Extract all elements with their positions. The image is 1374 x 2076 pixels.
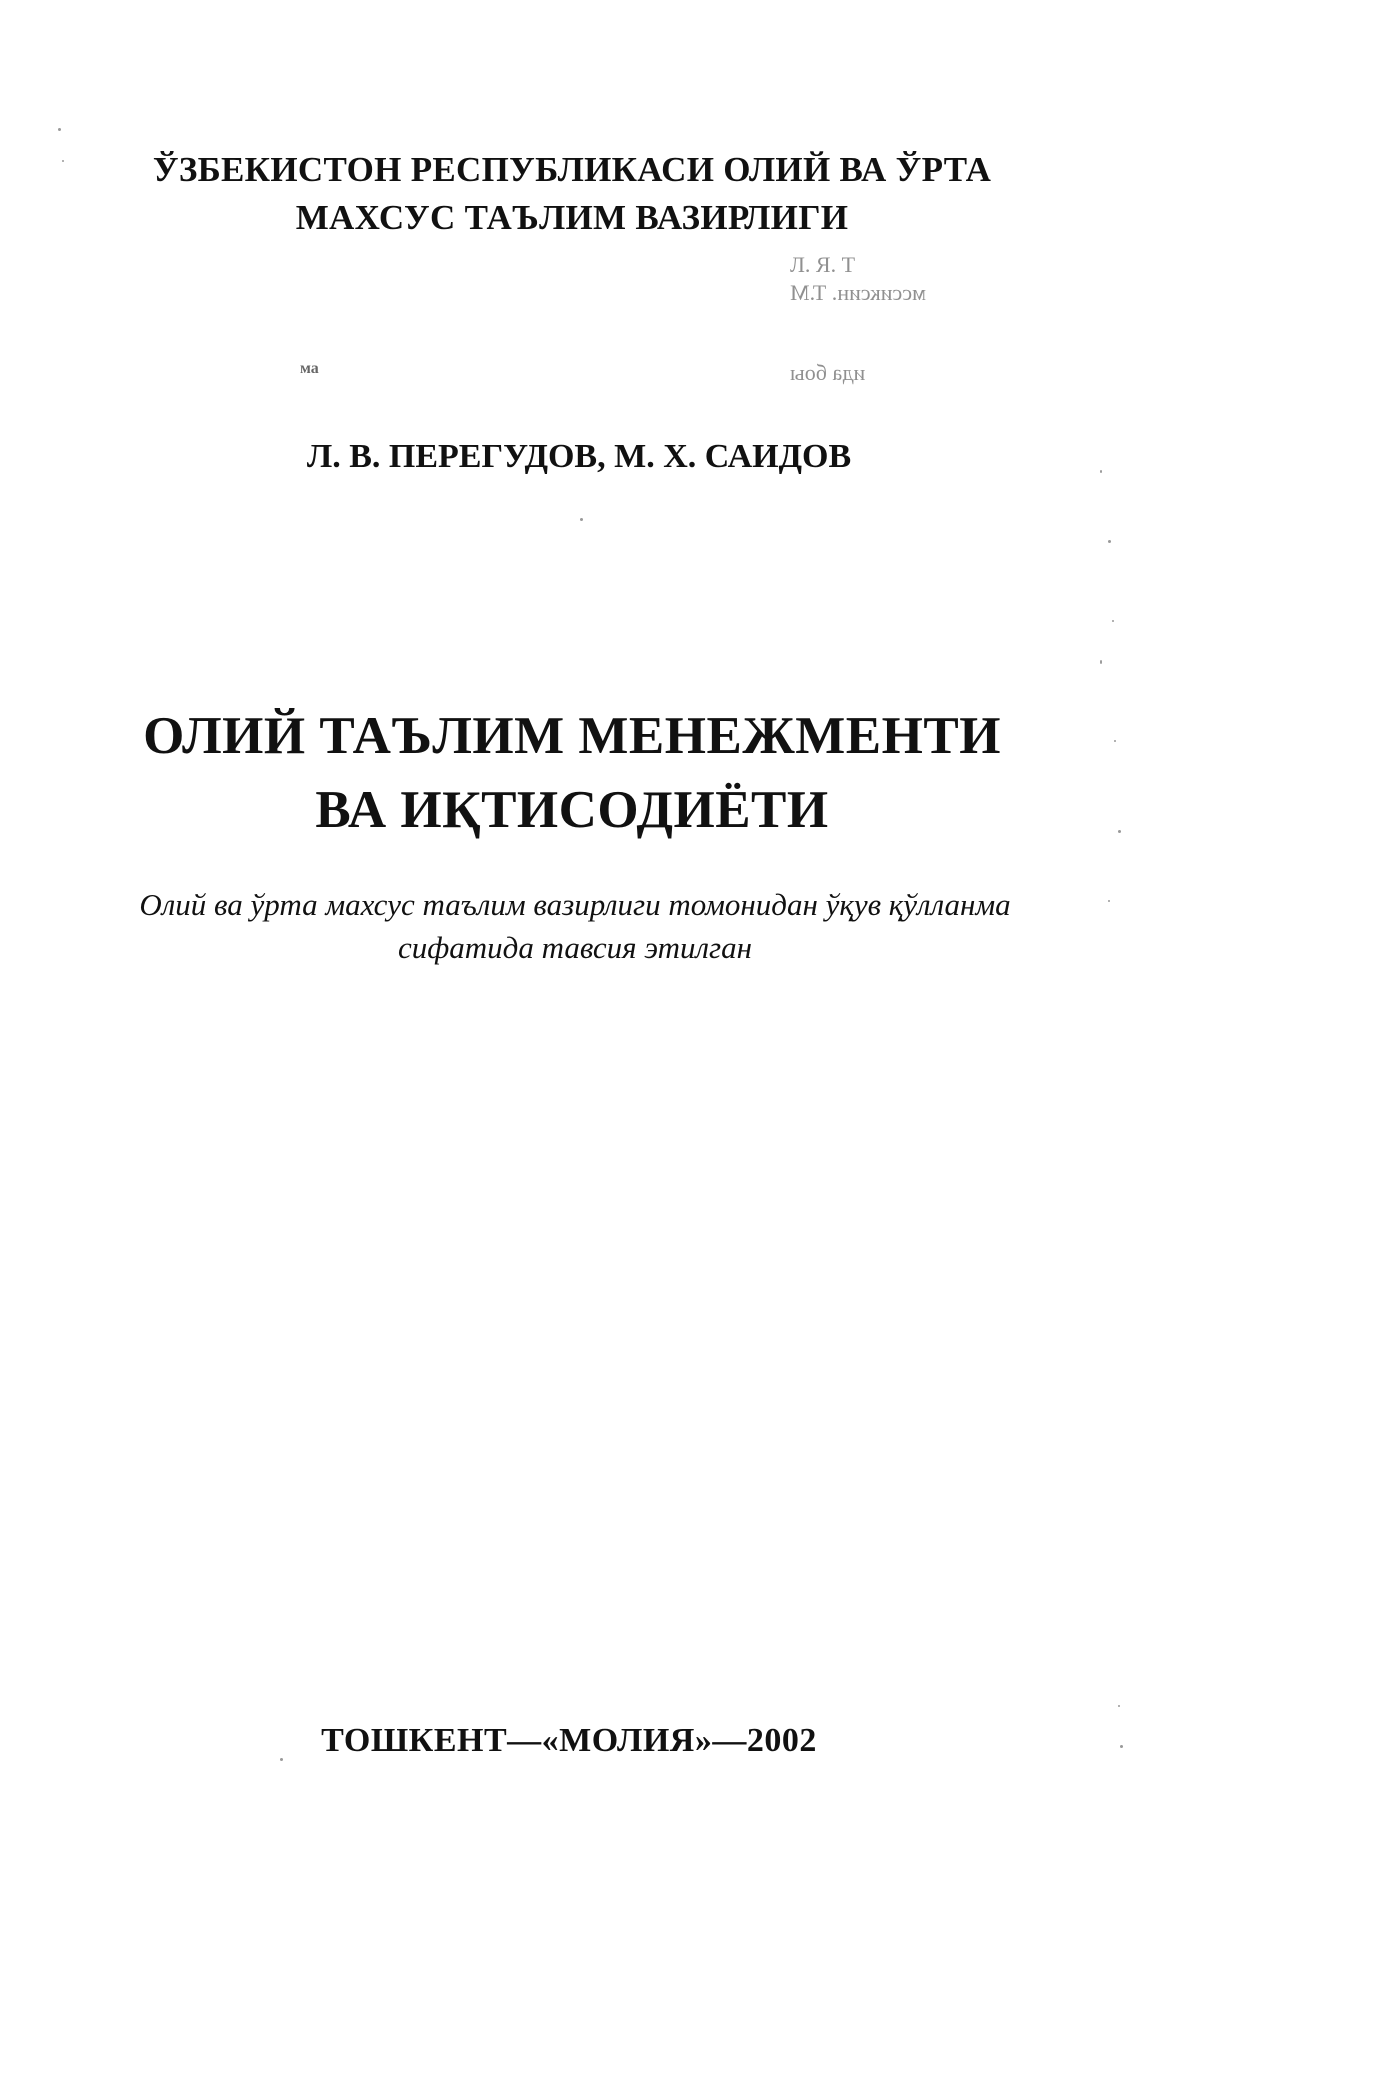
scan-speck — [1108, 900, 1110, 902]
bleed-through-text: мссиксин. Т.М — [790, 280, 926, 305]
recommendation-line-1: Олий ва ўрта махсус таълим вазирлиги томонидан ўқув қўлланма — [139, 887, 1011, 922]
scan-speck — [1118, 1705, 1120, 1707]
bleed-through-text: ида боы — [790, 360, 866, 385]
scan-speck — [1112, 620, 1114, 622]
bleed-through-text: Л. Я. Т — [790, 252, 856, 277]
ministry-heading-line-2: МАХСУС ТАЪЛИМ ВАЗИРЛИГИ — [295, 198, 849, 237]
scan-speck — [58, 128, 61, 131]
scan-speck — [1120, 1745, 1123, 1748]
publisher-imprint: ТОШКЕНТ—«МОЛИЯ»—2002 — [321, 1722, 817, 1759]
scan-speck — [1108, 540, 1111, 543]
scan-speck — [62, 160, 64, 162]
scan-speck — [280, 1758, 283, 1761]
scan-speck — [1114, 740, 1116, 742]
book-title-line-1: ОЛИЙ ТАЪЛИМ МЕНЕЖМЕНТИ — [143, 707, 1001, 765]
scan-speck — [580, 518, 583, 521]
scan-speck — [1100, 470, 1102, 473]
bleed-through-text: ма — [300, 360, 319, 377]
scan-speck — [1118, 830, 1121, 833]
recommendation-line-2: сифатида тавсия этилган — [398, 930, 752, 965]
scan-speck — [1100, 660, 1102, 664]
authors: Л. В. ПЕРЕГУДОВ, М. Х. САИДОВ — [306, 438, 852, 475]
ministry-heading-line-1: ЎЗБЕКИСТОН РЕСПУБЛИКАСИ ОЛИЙ ВА ЎРТА — [152, 150, 992, 189]
book-title-line-2: ВА ИҚТИСОДИЁТИ — [315, 781, 829, 839]
